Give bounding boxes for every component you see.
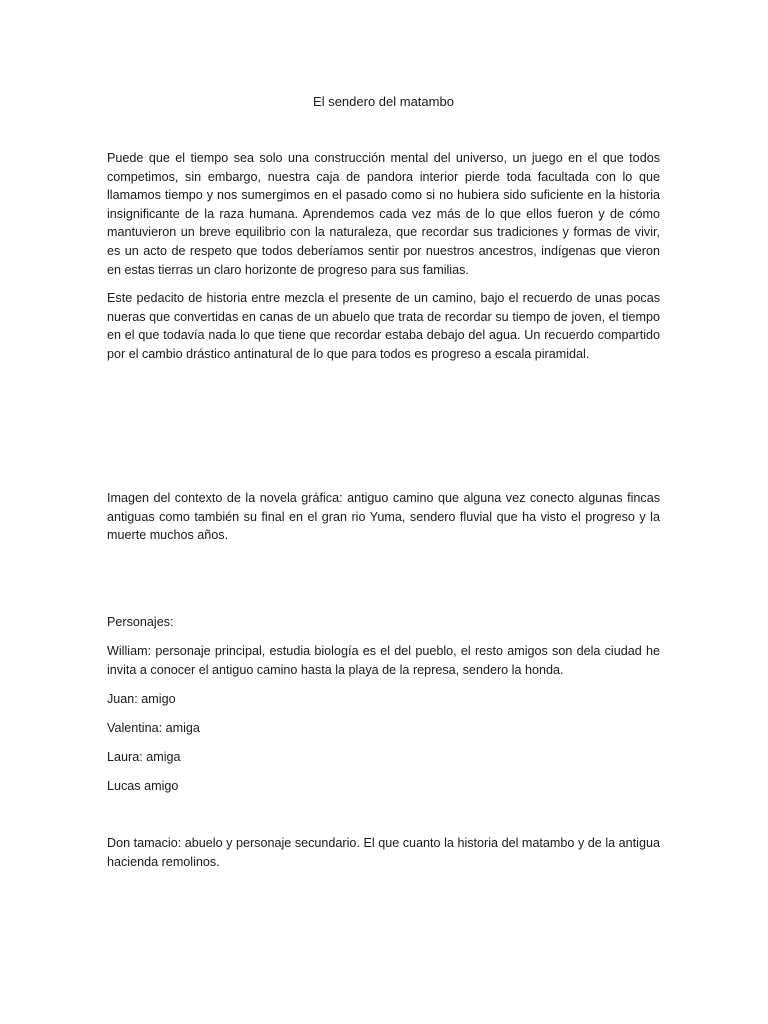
paragraph-history: Este pedacito de historia entre mezcla el presente de un camino, bajo el recuerdo de unas pocas nueras que convertidas en canas de un abuelo que trata de recordar su tiempo de joven, el tiempo en el que todavía nada lo que tiene que recordar estaba debajo del agua. Un recuerdo compartido por el cambio drástico antinatural de lo que para todos es progreso a escala piramidal. (107, 291, 660, 361)
character-valentina: Valentina: amiga (107, 721, 200, 735)
character-laura: Laura: amiga (107, 750, 181, 764)
document-page (107, 0, 660, 1024)
character-lucas: Lucas amigo (107, 779, 179, 793)
character-secondary: Don tamacio: abuelo y personaje secundario. El que cuanto la historia del matambo y de la antigua hacienda remolinos. (107, 836, 660, 869)
character-william: William: personaje principal, estudia biología es el del pueblo, el resto amigos son dela ciudad he invita a conocer el antiguo camino hasta la playa de la represa, sendero la honda. (107, 644, 660, 677)
characters-heading: Personajes: (107, 615, 174, 629)
paragraph-intro: Puede que el tiempo sea solo una construcción mental del universo, un juego en el que todos competimos, sin embargo, nuestra caja de pandora interior pierde toda facultada con lo que llamamos tiempo y nos sumergimos en el pasado como si no hubiera sido suficiente en la historia insignificante de la raza humana. Aprendemos cada vez más de lo que ellos fueron y de cómo mantuvieron un breve equilibrio con la naturaleza, que recordar sus tradiciones y formas de vivir, es un acto de respeto que todos deberíamos sentir por nuestros ancestros, indígenas que vieron en estas tierras un claro horizonte de progreso para sus familias. (107, 151, 660, 277)
document-title: El sendero del matambo (313, 94, 454, 109)
character-juan: Juan: amigo (107, 692, 176, 706)
paragraph-context: Imagen del contexto de la novela gráfica: antiguo camino que alguna vez conecto algunas fincas antiguas como también su final en el gran rio Yuma, sendero fluvial que ha visto el progreso y la muerte muchos años. (107, 491, 660, 543)
